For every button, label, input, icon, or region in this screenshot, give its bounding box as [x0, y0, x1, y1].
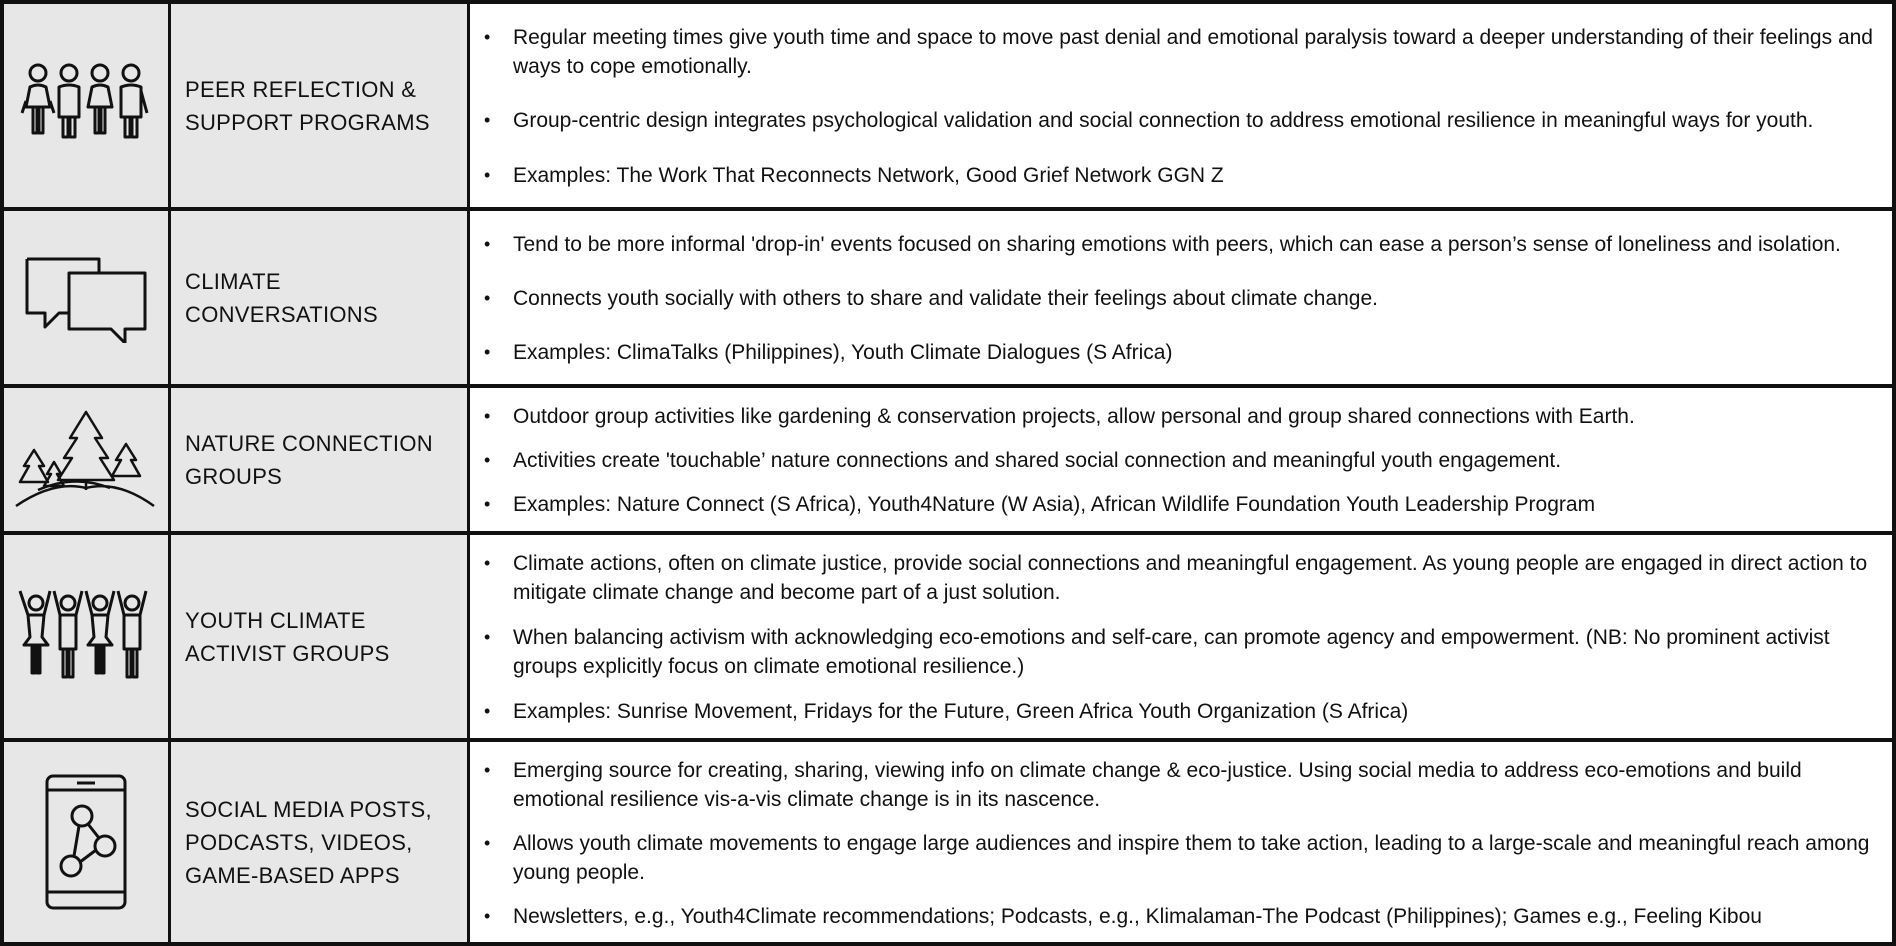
label-line: NATURE CONNECTION — [185, 430, 433, 456]
list-item: • Outdoor group activities like gardening & conservation projects, allow personal and group shared connections with Earth. — [484, 402, 1880, 431]
program-type-label — [171, 4, 470, 207]
label-line: ACTIVIST GROUPS — [185, 640, 390, 666]
table-row — [4, 4, 1892, 211]
group-of-people-icon — [16, 61, 156, 151]
list-item: • Allows youth climate movements to engage large audiences and inspire them to take action, leading to a large-scale and meaningful reach among young people. — [484, 829, 1880, 887]
bullet-text: Regular meeting times give youth time and space to move past denial and emotional paralysis toward a deeper understanding of their feelings and ways to cope emotionally. — [513, 25, 1873, 78]
icon-cell — [4, 211, 171, 384]
table-row — [4, 535, 1892, 742]
bullet-text: Outdoor group activities like gardening & conservation projects, allow personal and group shared connections with Earth. — [513, 404, 1635, 428]
icon-cell — [4, 535, 171, 738]
list-item: • Examples: Sunrise Movement, Fridays for the Future, Green Africa Youth Organization (S Africa) — [484, 697, 1880, 726]
bullet-text: Emerging source for creating, sharing, viewing info on climate change & eco-justice. Using social media to address eco-emotions and build emotional resilience vis-a-vis climate change is in its nascence. — [513, 758, 1802, 811]
program-type-label — [171, 742, 470, 942]
bullet-text: Examples: Sunrise Movement, Fridays for the Future, Green Africa Youth Organization (S Africa) — [513, 700, 1409, 723]
program-type-label — [171, 211, 470, 384]
bullet-text: Tend to be more informal 'drop-in' events focused on sharing emotions with peers, which can ease a person’s sense of loneliness and isolation. — [513, 232, 1841, 256]
trees-on-hills-icon — [14, 410, 158, 510]
list-item: • Group-centric design integrates psychological validation and social connection to address emotional resilience in meaningful ways for youth. — [484, 106, 1880, 135]
label-line: GAME-BASED APPS — [185, 862, 400, 888]
bullet-text: Climate actions, often on climate justice, provide social connections and meaningful engagement. As young people are engaged in direct action to mitigate climate change and become part of a just solution. — [513, 552, 1868, 604]
icon-cell — [4, 742, 171, 942]
description-cell — [470, 535, 1892, 738]
list-item: • Tend to be more informal 'drop-in' events focused on sharing emotions with peers, which can ease a person’s sense of loneliness and isolation. — [484, 230, 1880, 259]
bullet-text: Newsletters, e.g., Youth4Climate recommendations; Podcasts, e.g., Klimalaman-The Podcast (Philippines); Games e.g., Feeling Kibou — [513, 904, 1762, 928]
label-line: GROUPS — [185, 463, 283, 489]
bullet-text: Examples: The Work That Reconnects Network, Good Grief Network GGN Z — [513, 164, 1224, 188]
list-item: • Emerging source for creating, sharing, viewing info on climate change & eco-justice. Using social media to address eco-emotions and build emotional resilience vis-a-vis climate change is in its nascence. — [484, 756, 1880, 814]
smartphone-network-icon — [41, 772, 131, 912]
description-cell — [470, 388, 1892, 531]
label-line: PEER REFLECTION & — [185, 76, 417, 102]
label-line: SOCIAL MEDIA POSTS, — [185, 796, 432, 822]
list-item: • Examples: The Work That Reconnects Network, Good Grief Network GGN Z — [484, 161, 1880, 190]
program-type-label — [171, 388, 470, 531]
label-line: SUPPORT PROGRAMS — [185, 109, 430, 135]
list-item: • Regular meeting times give youth time and space to move past denial and emotional paralysis toward a deeper understanding of their feelings and ways to cope emotionally. — [484, 23, 1880, 81]
bullet-text: Activities create 'touchable’ nature connections and shared social connection and meaningful youth engagement. — [513, 448, 1562, 472]
table-row — [4, 211, 1892, 388]
bullet-text: Connects youth socially with others to share and validate their feelings about climate change. — [513, 286, 1378, 310]
description-cell — [470, 211, 1892, 384]
program-type-label — [171, 535, 470, 738]
bullet-text: Allows youth climate movements to engage large audiences and inspire them to take action, leading to a large-scale and meaningful reach among young people. — [513, 831, 1870, 884]
label-line: YOUTH CLIMATE — [185, 607, 366, 633]
bullet-text: Group-centric design integrates psychological validation and social connection to address emotional resilience in meaningful ways for youth. — [513, 109, 1814, 133]
label-line: PODCASTS, VIDEOS, — [185, 829, 413, 855]
bullet-text: Examples: ClimaTalks (Philippines), Youth Climate Dialogues (S Africa) — [513, 341, 1173, 365]
table-row — [4, 742, 1892, 942]
description-cell — [470, 742, 1892, 942]
speech-bubbles-icon — [21, 253, 151, 343]
bullet-text: Examples: Nature Connect (S Africa), Youth4Nature (W Asia), African Wildlife Foundation Youth Leadership Program — [513, 493, 1596, 517]
list-item: • Activities create 'touchable’ nature connections and shared social connection and meaningful youth engagement. — [484, 446, 1880, 475]
icon-cell — [4, 388, 171, 531]
label-line: CONVERSATIONS — [185, 301, 378, 327]
list-item: • When balancing activism with acknowledging eco-emotions and self-care, can promote agency and empowerment. (NB: No prominent activist groups explicitly focus on climate emotional resilience.) — [484, 623, 1880, 681]
bullet-text: When balancing activism with acknowledging eco-emotions and self-care, can promote agency and empowerment. (NB: No prominent activist groups explicitly focus on climate emotional resilience.) — [513, 626, 1830, 678]
people-raising-arms-icon — [16, 587, 156, 687]
table-row — [4, 388, 1892, 535]
list-item: • Climate actions, often on climate justice, provide social connections and meaningful engagement. As young people are engaged in direct action to mitigate climate change and become part of a just solution. — [484, 549, 1880, 607]
list-item: • Newsletters, e.g., Youth4Climate recommendations; Podcasts, e.g., Klimalaman-The Podcast (Philippines); Games e.g., Feeling Kibou — [484, 902, 1880, 931]
list-item: • Examples: Nature Connect (S Africa), Youth4Nature (W Asia), African Wildlife Foundation Youth Leadership Program — [484, 490, 1880, 519]
label-line: CLIMATE — [185, 268, 281, 294]
list-item: • Connects youth socially with others to share and validate their feelings about climate change. — [484, 284, 1880, 313]
icon-cell — [4, 4, 171, 207]
description-cell — [470, 4, 1892, 207]
list-item: • Examples: ClimaTalks (Philippines), Youth Climate Dialogues (S Africa) — [484, 338, 1880, 367]
